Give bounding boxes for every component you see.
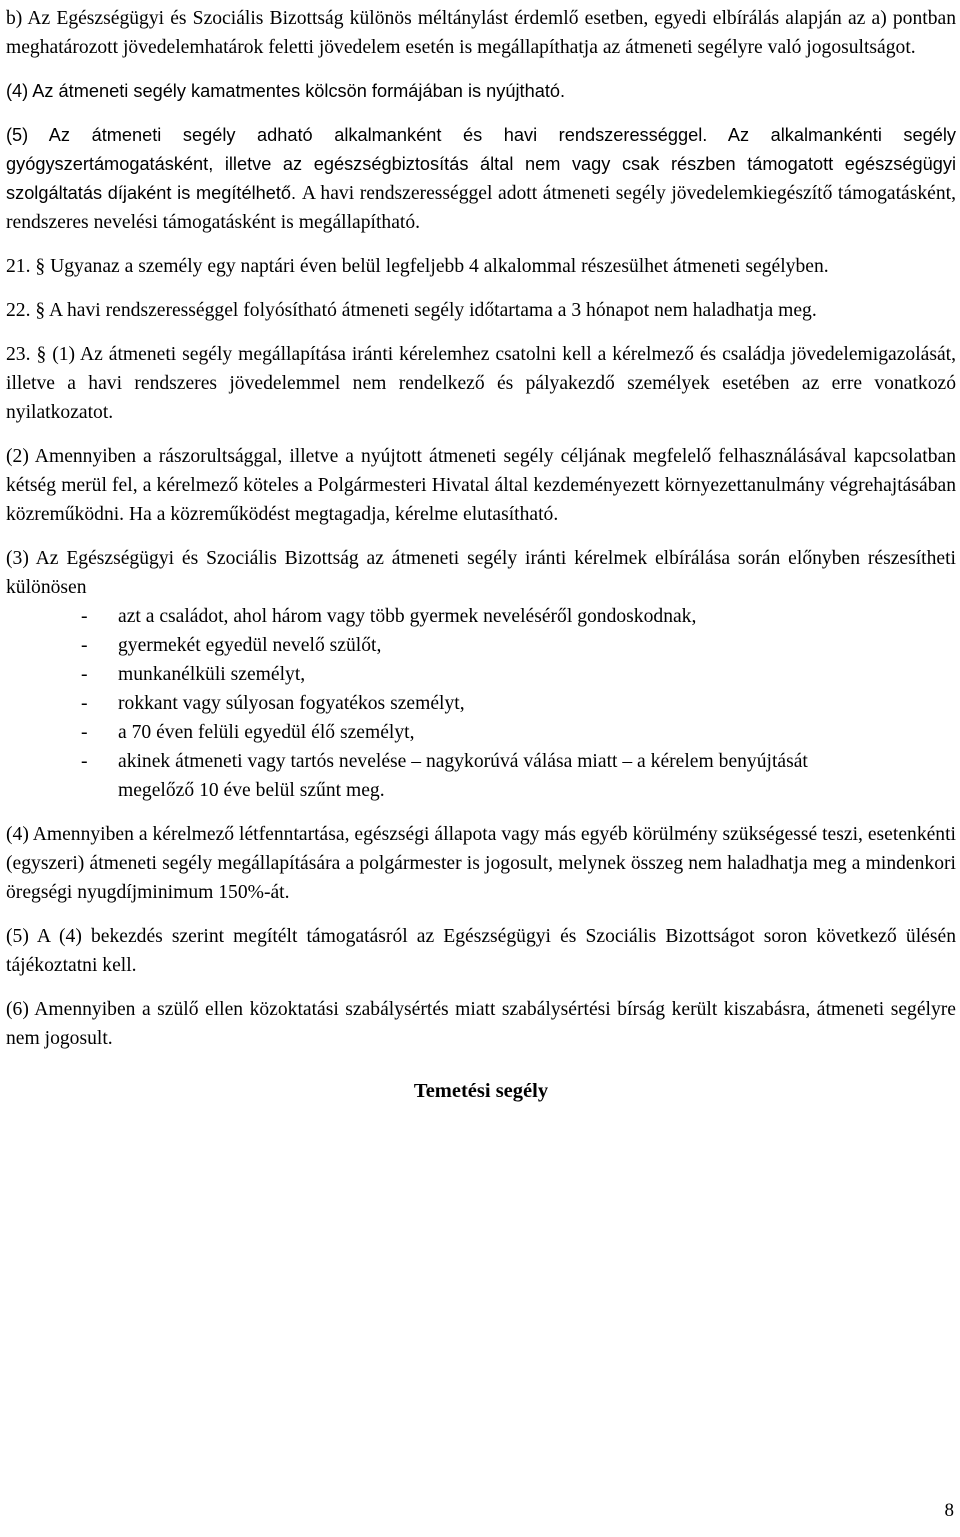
section-23-number: 23. [6,344,31,365]
section-23-paragraph-1 [6,340,956,427]
section-mark: § [35,300,46,321]
paragraph-4: (4) Az átmeneti segély kamatmentes kölcsön formájában is nyújtható. [6,81,566,101]
list-item-text: gyermekét egyedül nevelő szülőt, [118,635,382,656]
list-item [6,631,956,660]
list-item-text: a 70 éven felüli egyedül élő személyt, [118,722,415,743]
list-item [6,660,956,689]
dash-bullet: - [81,751,88,772]
list-item [6,747,956,805]
section-22-number: 22. [6,300,31,321]
section-23-paragraph-4: (4) Amennyiben a kérelmező létfenntartása, egészségi állapota vagy más egyéb körülmény szükségessé teszi, esetenkénti (egyszeri) átmeneti segély megállapítására a polgármester is jogosult, melynek összeg nem haladhatja meg a mindenkori öregségi nyugdíjminimum 150%-át. [6,824,956,903]
paragraph-5-part1: (5) Az átmeneti segély adható alkalmanként és havi rendszerességgel. Az alkalmankénti segély gyógyszertámogatásként, illetve az egészségbiztosítás által nem vagy csak részben támogatott egészségügyi szolgáltatás díjaként is megítélhető. [6,125,956,203]
list-item-text: azt a családot, ahol három vagy több gyermek neveléséről gondoskodnak, [118,606,697,627]
list-item [6,602,956,631]
dash-bullet: - [81,693,88,714]
section-heading: Temetési segély [413,1080,549,1102]
dash-bullet: - [81,664,88,685]
dash-bullet: - [81,722,88,743]
list-item [6,689,956,718]
list-item-text: munkanélküli személyt, [118,664,306,685]
section-23-paragraph-3: (3) Az Egészségügyi és Szociális Bizottság az átmeneti segély iránti kérelmek elbírálása során előnyben részesítheti különösen [6,548,956,598]
section-mark: § [35,256,46,277]
priority-list [6,602,956,805]
dash-bullet: - [81,606,88,627]
section-21-text: Ugyanaz a személy egy naptári éven belül legfeljebb 4 alkalommal részesülhet átmeneti segélyben. [50,256,829,277]
section-mark: § [36,344,47,365]
section-21-number: 21. [6,256,31,277]
section-21 [6,252,956,281]
section-22-text: A havi rendszerességgel folyósítható átmeneti segély időtartama a 3 hónapot nem haladhatja meg. [49,300,817,321]
list-item [6,718,956,747]
list-item-text: rokkant vagy súlyosan fogyatékos személyt, [118,693,465,714]
section-23-paragraph-6: (6) Amennyiben a szülő ellen közoktatási szabálysértés miatt szabálysértési bírság került kiszabásra, átmeneti segélyre nem jogosult. [6,999,956,1049]
paragraph-5 [6,121,956,237]
paragraph-b: b) Az Egészségügyi és Szociális Bizottság különös méltánylást érdemlő esetben, egyedi elbírálás alapján az a) pontban meghatározott jövedelemhatárok feletti jövedelem esetén is megállapíthatja az átmeneti segélyre való jogosultságot. [6,8,956,58]
document-page [6,0,956,1106]
list-item-text: akinek átmeneti vagy tartós nevelése – nagykorúvá válása miatt – a kérelem benyújtását megelőző 10 éve belül szűnt meg. [118,751,808,801]
paragraph-5-part2: A havi rendszerességgel adott átmeneti segély jövedelemkiegészítő támogatásként, rendszeres nevelési támogatásként is megállapítható. [6,183,957,233]
page-number: 8 [944,1500,954,1521]
section-22 [6,296,956,325]
section-23-p1-text: (1) Az átmeneti segély megállapítása iránti kérelemhez csatolni kell a kérelmező és családja jövedelemigazolását, illetve a havi rendszeres jövedelemmel nem rendelkező és pályakezdő személyek esetében az erre vonatkozó nyilatkozatot. [6,344,956,423]
section-23-paragraph-2: (2) Amennyiben a rászorultsággal, illetve a nyújtott átmeneti segély céljának megfelelő felhasználásával kapcsolatban kétség merül fel, a kérelmező köteles a Polgármesteri Hivatal által kezdeményezett környezettanulmány végrehajtásában közreműködni. Ha a közreműködést megtagadja, kérelme elutasítható. [6,446,956,525]
dash-bullet: - [81,635,88,656]
section-23-paragraph-5: (5) A (4) bekezdés szerint megítélt támogatásról az Egészségügyi és Szociális Bizottságot soron következő ülésén tájékoztatni kell. [6,926,956,976]
